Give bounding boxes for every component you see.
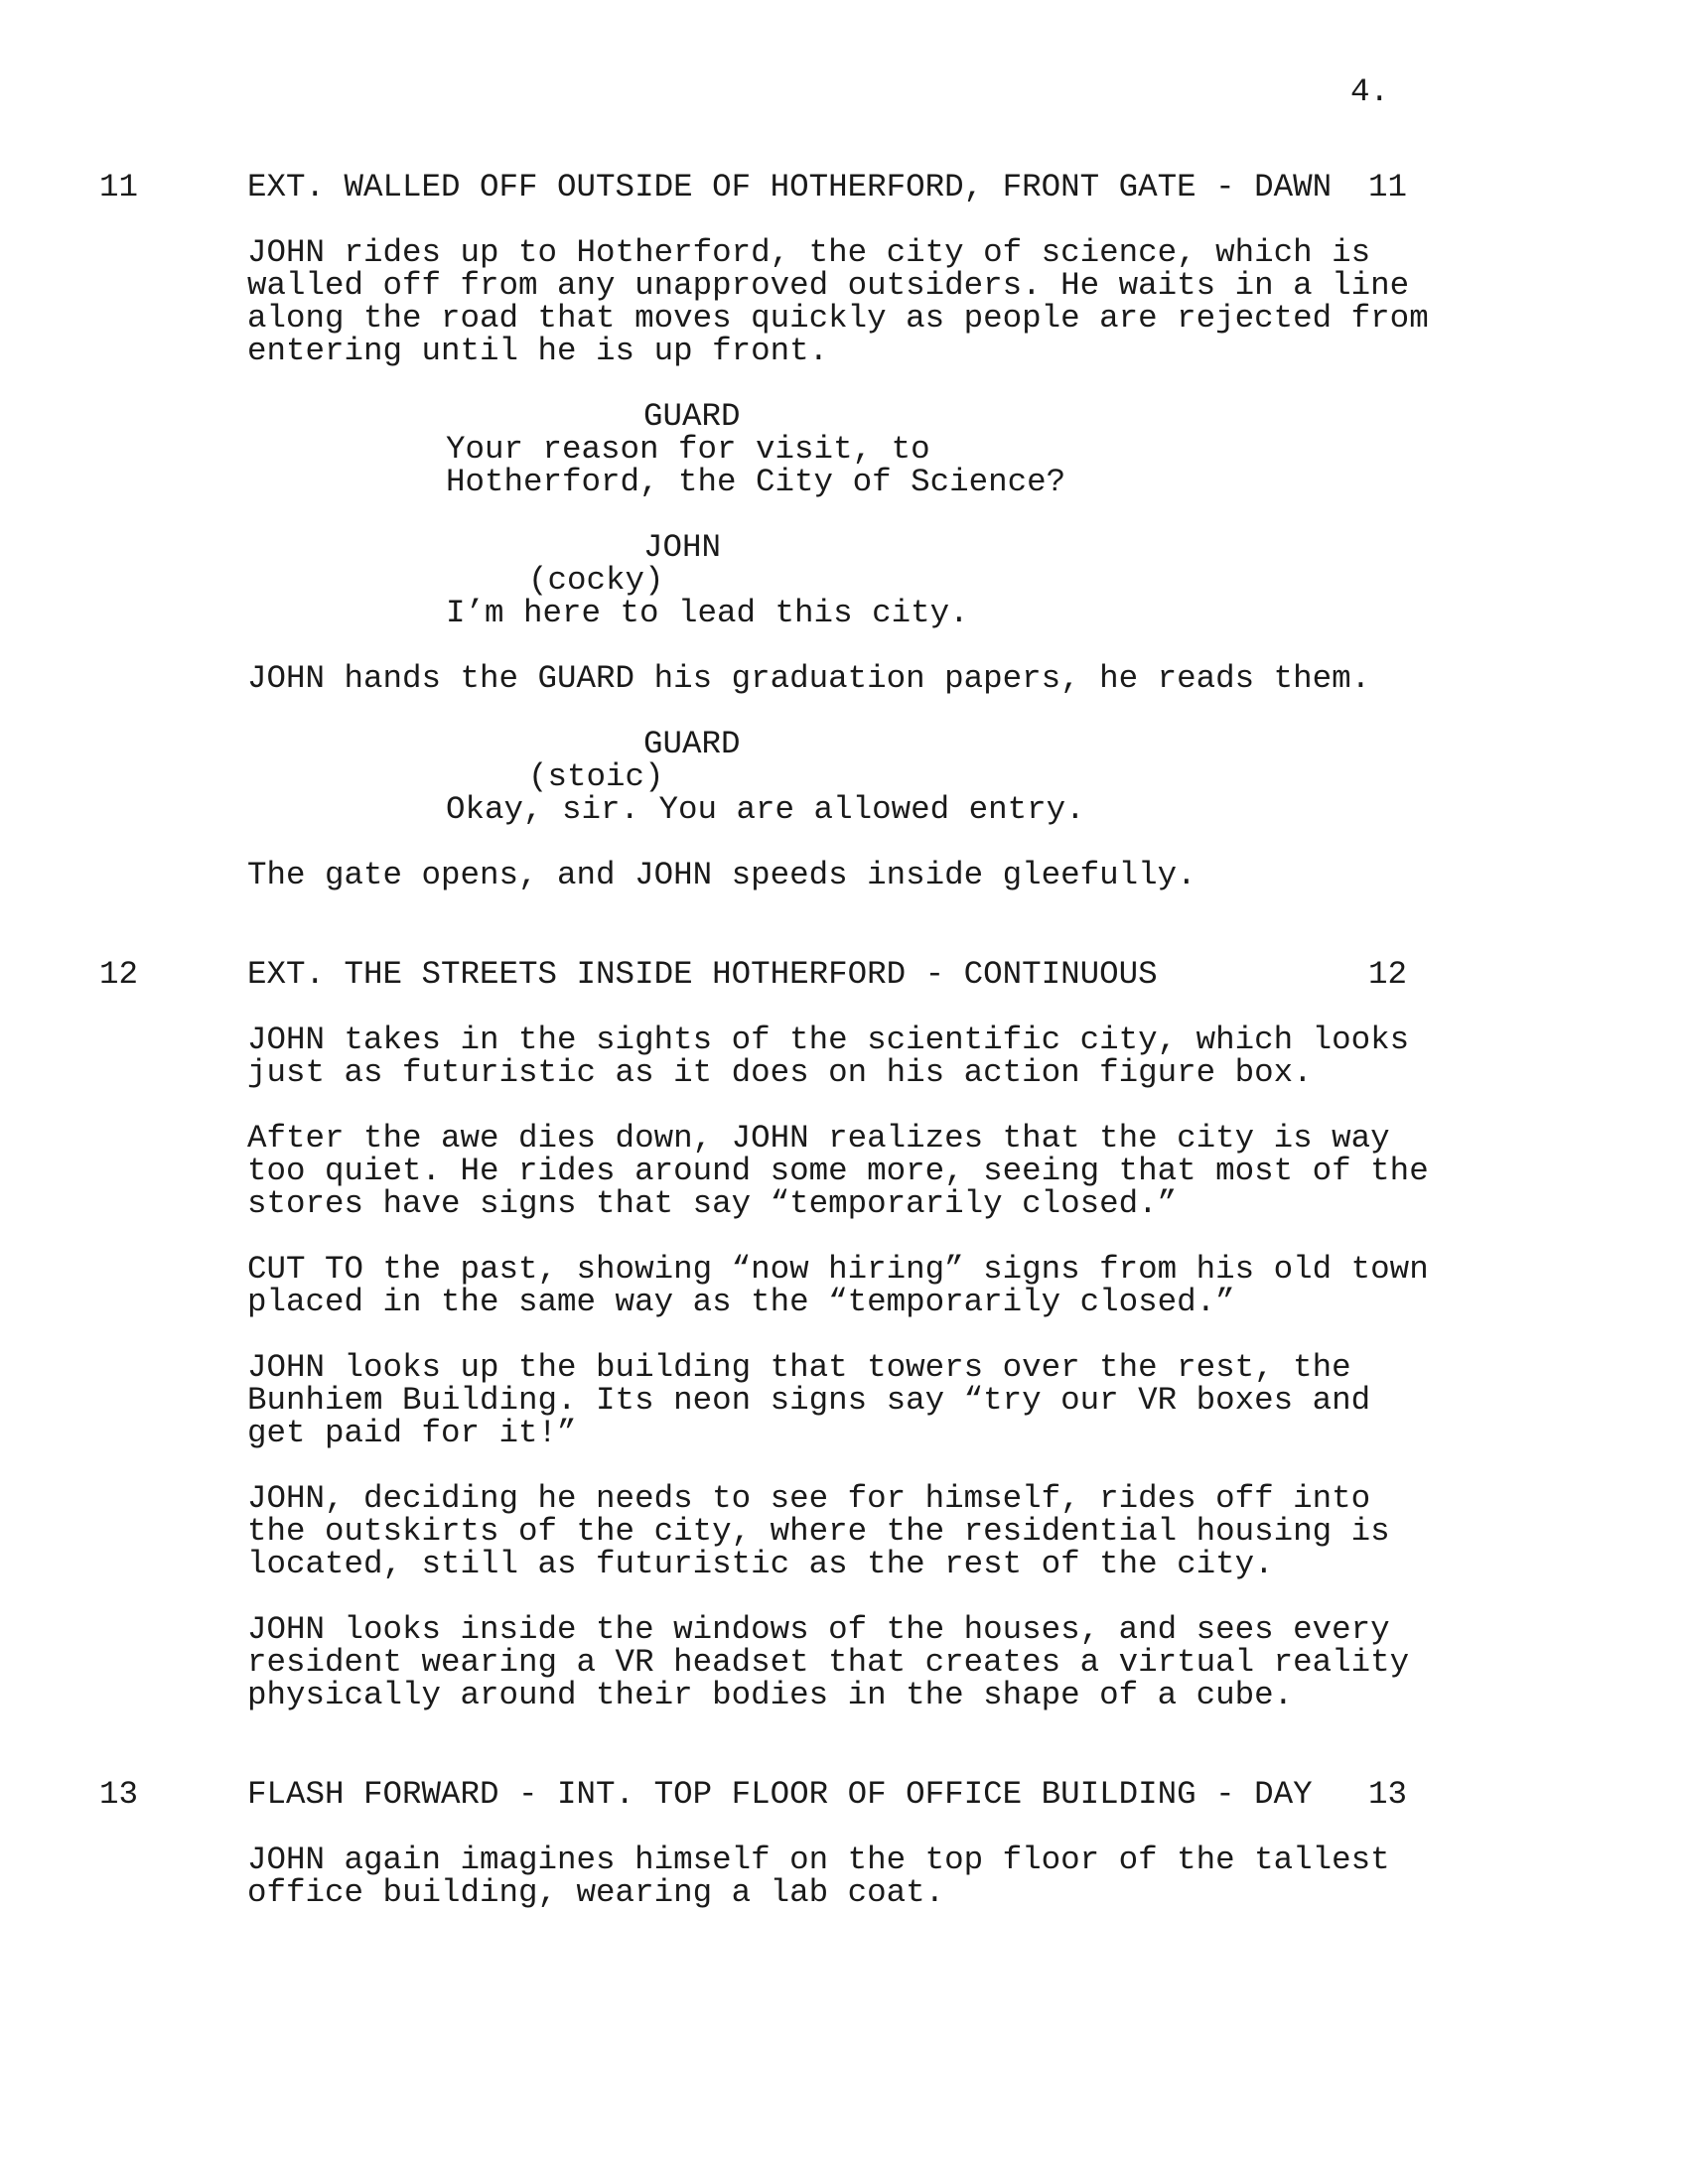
action-line: Bunhiem Building. Its neon signs say “try our VR boxes and (247, 1382, 1371, 1419)
action-line: After the awe dies down, JOHN realizes that the city is way (247, 1120, 1390, 1157)
parenthetical: (stoic) (528, 758, 664, 795)
action-line: JOHN hands the GUARD his graduation papers, he reads them. (247, 660, 1371, 697)
action-line: JOHN looks up the building that towers over the rest, the (247, 1349, 1351, 1386)
action-line: JOHN looks inside the windows of the houses, and sees every (247, 1611, 1390, 1648)
character-cue: JOHN (643, 529, 722, 566)
character-cue: GUARD (643, 726, 741, 762)
action-line: located, still as futuristic as the rest of the city. (247, 1546, 1274, 1582)
scene-number-right: 11 (1368, 169, 1408, 205)
action-line: entering until he is up front. (247, 333, 829, 369)
parenthetical: (cocky) (528, 562, 664, 599)
dialogue-line: I’m here to lead this city. (446, 595, 969, 631)
scene-heading: EXT. THE STREETS INSIDE HOTHERFORD - CONTINUOUS (247, 956, 1158, 993)
action-line: JOHN again imagines himself on the top floor of the tallest (247, 1842, 1390, 1878)
dialogue-line: Your reason for visit, to (446, 431, 930, 468)
action-line: too quiet. He rides around some more, seeing that most of the (247, 1153, 1429, 1189)
action-line: office building, wearing a lab coat. (247, 1874, 945, 1911)
action-line: CUT TO the past, showing “now hiring” signs from his old town (247, 1251, 1429, 1288)
action-line: stores have signs that say “temporarily closed.” (247, 1185, 1178, 1222)
dialogue-line: Hotherford, the City of Science? (446, 464, 1066, 500)
scene-number-right: 13 (1368, 1776, 1408, 1813)
scene-number-right: 12 (1368, 956, 1408, 993)
scene-heading: FLASH FORWARD - INT. TOP FLOOR OF OFFICE BUILDING - DAY (247, 1776, 1313, 1813)
action-line: JOHN, deciding he needs to see for himself, rides off into (247, 1480, 1371, 1517)
action-line: get paid for it!” (247, 1415, 577, 1451)
action-line: JOHN rides up to Hotherford, the city of science, which is (247, 234, 1371, 271)
action-line: walled off from any unapproved outsiders. He waits in a line (247, 267, 1410, 304)
page-number: 4. (1350, 73, 1390, 110)
scene-number-left: 13 (99, 1776, 139, 1813)
action-line: resident wearing a VR headset that creates a virtual reality (247, 1644, 1410, 1681)
character-cue: GUARD (643, 398, 741, 435)
scene-number-left: 11 (99, 169, 139, 205)
action-line: placed in the same way as the “temporarily closed.” (247, 1284, 1235, 1320)
action-line: physically around their bodies in the shape of a cube. (247, 1677, 1294, 1713)
action-line: just as futuristic as it does on his action figure box. (247, 1054, 1313, 1091)
action-line: the outskirts of the city, where the residential housing is (247, 1513, 1390, 1550)
action-line: JOHN takes in the sights of the scientific city, which looks (247, 1022, 1410, 1058)
scene-number-left: 12 (99, 956, 139, 993)
action-line: along the road that moves quickly as people are rejected from (247, 300, 1429, 337)
action-line: The gate opens, and JOHN speeds inside gleefully. (247, 857, 1196, 893)
scene-heading: EXT. WALLED OFF OUTSIDE OF HOTHERFORD, FRONT GATE - DAWN (247, 169, 1333, 205)
dialogue-line: Okay, sir. You are allowed entry. (446, 791, 1085, 828)
